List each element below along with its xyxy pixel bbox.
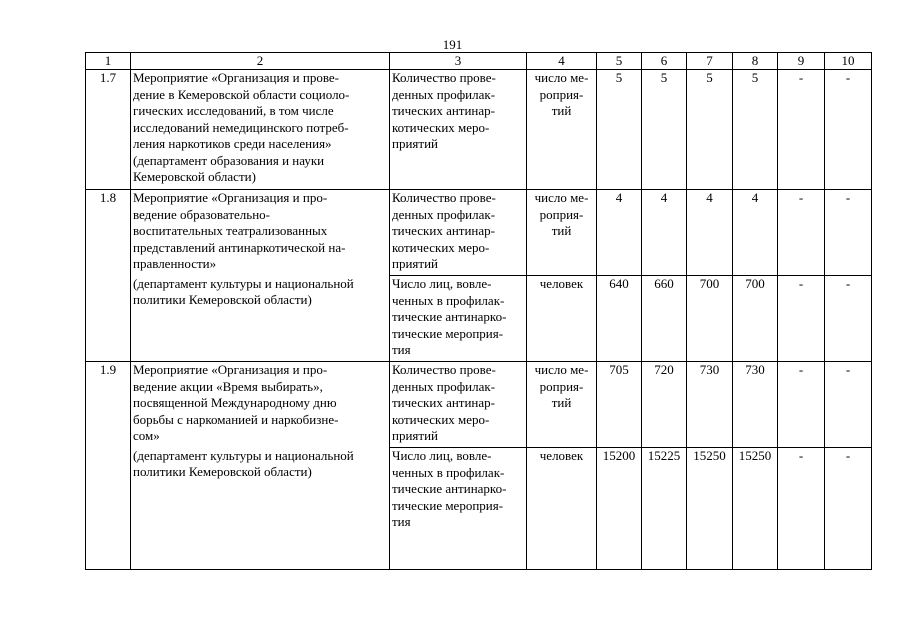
indicator-cell <box>390 448 527 570</box>
unit-line: тий <box>551 395 572 410</box>
event-cell <box>131 70 390 190</box>
indicator-line: котических меро- <box>392 411 490 427</box>
event-line: правленности» <box>133 256 217 271</box>
value-cell: 700 <box>687 276 733 362</box>
table-row <box>86 276 872 362</box>
value-cell: 660 <box>642 276 687 362</box>
event-line: исследований немедицинского потреб- <box>133 119 349 135</box>
value-cell: 5 <box>597 70 642 190</box>
event-line: сом» <box>133 428 160 443</box>
event-cell <box>131 448 390 570</box>
indicator-line: тических антинар- <box>392 395 495 410</box>
indicator-line: Количество прове- <box>392 70 496 85</box>
header-cell: 8 <box>733 53 778 70</box>
unit-line: тий <box>551 103 572 118</box>
value-cell: - <box>825 362 872 448</box>
value-cell: 4 <box>733 190 778 276</box>
value-cell: 15250 <box>733 448 778 570</box>
indicator-line: котических меро- <box>392 119 490 135</box>
header-cell: 5 <box>597 53 642 70</box>
indicator-line: ченных в профилак- <box>392 292 505 308</box>
unit-cell <box>527 448 597 570</box>
event-line: (департамент культуры и национальной <box>133 447 354 463</box>
event-line: ведение акции «Время выбирать», <box>133 378 323 394</box>
unit-cell <box>527 190 597 276</box>
event-line: Мероприятие «Организация и про- <box>133 362 328 377</box>
event-line: посвященной Международному дню <box>133 395 337 410</box>
unit-cell <box>527 276 597 362</box>
event-line: политики Кемеровской области) <box>133 464 312 479</box>
event-line: воспитательных театрализованных <box>133 223 328 238</box>
event-line: Кемеровской области) <box>133 169 256 184</box>
event-line: ведение образовательно- <box>133 206 270 222</box>
value-cell: 720 <box>642 362 687 448</box>
event-line: (департамент культуры и национальной <box>133 275 354 291</box>
header-row <box>86 53 872 70</box>
event-line: дение в Кемеровской области социоло- <box>133 86 350 102</box>
unit-line: роприя- <box>539 378 584 394</box>
indicator-line: приятий <box>392 136 438 151</box>
value-cell: - <box>778 448 825 570</box>
event-line: политики Кемеровской области) <box>133 292 312 307</box>
header-cell: 7 <box>687 53 733 70</box>
unit-line: роприя- <box>539 86 584 102</box>
unit-line: роприя- <box>539 206 584 222</box>
indicator-line: приятий <box>392 256 438 271</box>
indicator-line: приятий <box>392 428 438 443</box>
unit-line: число ме- <box>534 362 589 377</box>
value-cell: - <box>778 276 825 362</box>
indicator-line: тические антинарко- <box>392 481 507 496</box>
header-cell: 3 <box>390 53 527 70</box>
value-cell: - <box>825 70 872 190</box>
event-line: ления наркотиков среди населения» <box>133 136 332 151</box>
indicator-line: денных профилак- <box>392 206 496 222</box>
indicator-line: Количество прове- <box>392 362 496 377</box>
value-cell: 705 <box>597 362 642 448</box>
indicator-line: Количество прове- <box>392 190 496 205</box>
measures-table <box>85 52 872 570</box>
unit-line: число ме- <box>534 190 589 205</box>
event-cell <box>131 276 390 362</box>
event-line: (департамент образования и науки <box>133 152 325 168</box>
value-cell: 700 <box>733 276 778 362</box>
indicator-cell <box>390 276 527 362</box>
indicator-cell <box>390 70 527 190</box>
indicator-line: тических антинар- <box>392 103 495 118</box>
row-number: 1.8 <box>86 190 131 362</box>
header-cell: 1 <box>86 53 131 70</box>
unit-cell <box>527 362 597 448</box>
unit-cell <box>527 70 597 190</box>
indicator-line: денных профилак- <box>392 378 496 394</box>
indicator-line: денных профилак- <box>392 86 496 102</box>
event-line: гических исследований, в том числе <box>133 103 334 118</box>
event-line: Мероприятие «Организация и про- <box>133 190 328 205</box>
indicator-line: котических меро- <box>392 239 490 255</box>
indicator-line: тия <box>392 342 411 357</box>
row-number: 1.9 <box>86 362 131 570</box>
value-cell: 5 <box>733 70 778 190</box>
header-cell: 2 <box>131 53 390 70</box>
indicator-line: тические мероприя- <box>392 325 504 341</box>
value-cell: - <box>825 276 872 362</box>
header-cell: 10 <box>825 53 872 70</box>
table-row <box>86 362 872 448</box>
event-cell <box>131 362 390 448</box>
value-cell: 15225 <box>642 448 687 570</box>
indicator-line: ченных в профилак- <box>392 464 505 480</box>
unit-line: человек <box>539 276 584 291</box>
value-cell: - <box>778 362 825 448</box>
value-cell: 15250 <box>687 448 733 570</box>
value-cell: 640 <box>597 276 642 362</box>
indicator-line: тические мероприя- <box>392 497 504 513</box>
value-cell: 4 <box>687 190 733 276</box>
value-cell: 4 <box>642 190 687 276</box>
event-cell <box>131 190 390 276</box>
unit-line: число ме- <box>534 70 589 85</box>
value-cell: - <box>825 448 872 570</box>
value-cell: - <box>825 190 872 276</box>
unit-line: человек <box>539 448 584 463</box>
value-cell: 15200 <box>597 448 642 570</box>
value-cell: 4 <box>597 190 642 276</box>
indicator-line: Число лиц, вовле- <box>392 448 492 463</box>
event-line: представлений антинаркотической на- <box>133 239 346 255</box>
table-row <box>86 70 872 190</box>
unit-line: тий <box>551 223 572 238</box>
table-row <box>86 448 872 570</box>
indicator-cell <box>390 362 527 448</box>
header-cell: 6 <box>642 53 687 70</box>
value-cell: 5 <box>687 70 733 190</box>
table-row <box>86 190 872 276</box>
indicator-line: Число лиц, вовле- <box>392 276 492 291</box>
header-cell: 4 <box>527 53 597 70</box>
row-number: 1.7 <box>86 70 131 190</box>
event-line: Мероприятие «Организация и прове- <box>133 70 339 85</box>
indicator-cell <box>390 190 527 276</box>
event-line: борьбы с наркоманией и наркобизне- <box>133 411 339 427</box>
value-cell: 5 <box>642 70 687 190</box>
value-cell: - <box>778 70 825 190</box>
header-cell: 9 <box>778 53 825 70</box>
value-cell: 730 <box>687 362 733 448</box>
page-number: 191 <box>442 37 463 52</box>
indicator-line: тия <box>392 514 411 529</box>
indicator-line: тические антинарко- <box>392 309 507 324</box>
indicator-line: тических антинар- <box>392 223 495 238</box>
value-cell: 730 <box>733 362 778 448</box>
value-cell: - <box>778 190 825 276</box>
